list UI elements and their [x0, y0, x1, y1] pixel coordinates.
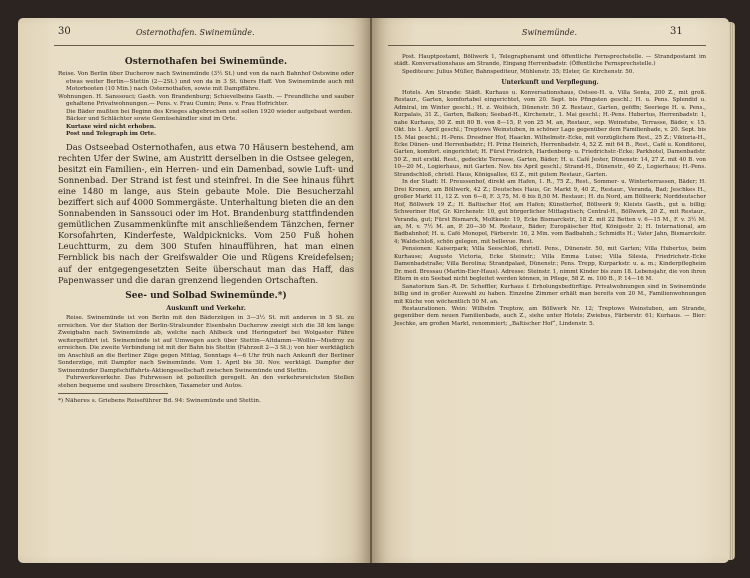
paragraph: Die Bäder mußten bei Beginn des Krieges abgebrochen und sollen 1920 wieder aufgebaut werden.: [66, 108, 353, 115]
paragraph: Spediteure: Julius Müller, Bahnspediteur, Mühlenstr. 35; Elster, Gr. Kirchenstr. 50.: [402, 68, 635, 75]
page-number: 31: [670, 26, 683, 37]
left-header: [18, 26, 370, 42]
subheading: Unterkunft und Verpflegung.: [501, 79, 599, 87]
page-number: 30: [58, 26, 71, 37]
paragraph: Bäcker und Schlächter sowie Gemüsehändler sind im Orte.: [66, 116, 238, 122]
right-body: [394, 54, 706, 328]
left-page: [18, 18, 370, 563]
main-text: Das Ostseebad Osternothafen, aus etwa 70 Häusern bestehend, am rechten Ufer der Swine, am Austritt derselben in die Ostsee gelegen, besitzt ein Familien-, ein Herren- und ein Damenbad, sowie Luft- und Sonnenbad. Der Strand ist fest und steinfrei. In die See hinaus führt eine 1480 m lange, aus Stein gebaute Mole. Die Besucherzahl beziffert sich auf 4000 Sommergäste. Unterhaltung bieten die an den Sonnabenden in Sanssouci oder im Hot. Brandenburg stattfindenden gemütlichen Zusammenkünfte mit anschließendem Tänzchen, ferner Korsofahrten, Kinderfeste, Waldpicknicks. Vom 250 Fuß hohen Leuchtturm, zu dem 300 Stufen hinaufführen, hat man einen Fernblick bis nach der Greifswalder Oie und Rügens Kreidefelsen; auf der entgegengesetzten Seite überschaut man das Haff, das Papenwasser und die daran grenzend liegenden Ortschaften.: [58, 141, 354, 285]
restaurants-paragraph: Restaurationen. Wein: Wilhelm Treptow, am Böllwerk Nr. 12; Treptows Weinstuben, am Strande, gegenüber dem neuen Familienbade, auch Z., siehe unter Hotels; Zwiebus, Färberstr. 61; Kurhaus. — Bier: Jeschke, am großen Markt, renommiert; „Baltischer Hof“, Lindenstr. 5.: [394, 305, 706, 327]
paragraph: Wohnungen. H. Sanssouci; Gasth. von Brandenburg; Schievelbeins Gasth. — Freundliche und sauber gehaltene Privatwohnungen.— Pens. v. Frau Cumin; Pens. v. Frau Hofrichter.: [58, 93, 354, 107]
sanatorium-paragraph: Sanatorium San.-R. Dr. Scheffler, Kurhaus f. Erholungsbedürftige. Privatwohnungen sind in Swinemünde billig und in großer Auswahl zu haben. Einzelne Zimmer erhält man bereits von 20 M., Familienwohnungen mit Küche von wöchentlich 50 M. an.: [394, 283, 706, 305]
paragraph: Reise. Swinemünde ist von Berlin mit den Bäderzügen in 3—3½ St. mit anderen in 5 St. zu erreichen. Vor der Station der Berlin-Stralsunder Eisenbahn Ducherow zweigt sich die 38 km lange Zweigbahn nach Swinemünde ab, welche nach Ahlbeck und Heringsdorf bei Wolgaster Fähre weitergeführt ist. Swinemünde ist auf Umwegen auch über Stettin—Altdamm—Wollin—Misdroy zu erreichen. Die zweite Verbindung ist mit der Bahn bis Stettin (Fahrzeit 2—3 St.); von hier werktäglich im Anschluß an die Berliner Züge gegen Mittag, Sonntags 4—6 Uhr früh nach Ankunft der Berliner Sonderzüge, mit Dampfer nach Swinemünde. Vom 1. April bis 30. Nov. werktägl. Dampfer der Swinemünder Dampfschiffahrts-Aktiengesellschaft zwischen Swinemünde und Stettin.: [58, 315, 354, 374]
paragraph: Post und Telegraph im Orte.: [66, 131, 157, 137]
pensions-paragraph: Pensionen: Kaiserpark; Villa Seeschloß, christl. Pens., Dünenstr. 50, mit Garten; Villa Hubertus, beim Kurhause; Auguste Victoria, Ecke Steinstr.; Villa Emma Luise; Villa Silesia, Friedrichstr.-Ecke Damenbadstraße; Villa Berolina; Strandpalast, Dünenstr.; Pens. Trepp, Kurparkstr. u. a. m.; Kinderpflegheim Dr. med. Bressau (Martin-Eier-Haus). Adresse: Steinstr. 1, nimmt Kinder bis zum 18. Lebensjahr, die von ihren Eltern in ein Seebad nicht begleitet werden können, in Pflege, 58 Z. m. 100 B., P. 14—16 M.: [394, 246, 706, 283]
header-rule: [388, 45, 706, 46]
hotels-paragraph: Hotels. Am Strande: Städt. Kurhaus u. Konversationshaus, Ostsee-H. u. Villa Senta, 200 Z., mit groß. Restaur., Garten, komfortabel eingerichtet, vom 20. Sept. bis Pfingsten geschl.; H. u. Pens. Splendid u. Admiral, im Winter geschl.; H. z. Wolfsich, Dünenstr. 50 Z. Restaur., Garten, geöffn; Seeriege H. u. Pens., Kurpalais, 31 Z., Garten, Balkon; Seebad-H., Kirchenstr., 1. Mai geschl.; H.-Pens. Hubertus, Herrenbadstr. 1, nahe Kurhaus, 50 Z. mit 80 B. von 8—15, P. von 25 M. an, Restaur., sep. Weinstube, Terrasse, Bäder, v. 15. Okt. bis 1. April geschl.; Treptows Weinstuben, in schöner Lage gegenüber dem Familienbade, v. 20. Sept. bis 15. Mai geschl.; H.-Pens. Dresdner Hof, Haackn. Wilhelmstr.-Ecke, mit vorzüglichem Rest., 25 Z.; Viktoria-H., Ecke Dünen- und Herrenbadstr.; H. Prinz Heinrich, Herrenbadstr. 4, 52 Z. mit 64 B., Rest., Café u. Konditorei, Garten, komfort. eingerichtet; H. Fürst Friedrich, Hardenberg- u. Friedrichstr.-Ecke; Parkhotel, Damenbadstr. 50 Z., mit erstkl. Rest., gedeckte Terrasse, Garten, Bäder; H. u. Café Jester, Dünenstr. 14, 27 Z. mit 40 B. von 10—20 M., Logierhaus, mit Garten. Nov. bis April geschl.; Strand-H., Dünenstr., 40 Z., Logierhaus; H.-Pens. Strandschloß, christl. Haus, Königsallee, 63 Z., mit gutem Restaur., Garten.: [394, 89, 706, 178]
paragraph: Reise. Von Berlin über Ducherow nach Swinemünde (3½ St.) und von da nach Bahnhof Ostswine oder etwas weiter Berlin—Stettin (2—2St.) und von da in 3 St. übers Haff. Von Swinemünde auch mit Motorbooten (10 Min.) nach Osternothafen, sowie mit Dampffähre.: [58, 71, 354, 92]
running-title: Osternothafen. Swinemünde.: [136, 28, 255, 37]
paragraph: Post. Hauptpostamt, Böllwerk 1, Telegraphenamt und öffentliche Fernsprechstelle. — Strandpostamt im städt. Konversationshaus am Strande, Eingang Herrenbadstr. (Öffentliche Fernsprechstelle.): [394, 54, 706, 68]
left-body: [58, 52, 354, 405]
header-rule: [54, 45, 354, 46]
section-heading: See- und Solbad Swinemünde.*): [125, 290, 287, 301]
paragraph: Fuhrwerksverkehr. Das Fuhrwesen ist polizeilich geregelt. An den verkehrsreichsten Stellen stehen bequeme und saubere Droschken, Taxameter und Autos.: [58, 375, 354, 389]
section-heading: Osternothafen bei Swinemünde.: [124, 57, 288, 67]
paragraph: Kurtaxe wird nicht erhoben.: [66, 123, 157, 130]
right-header: [372, 26, 729, 42]
subheading: Auskunft und Verkehr.: [166, 304, 246, 312]
right-page: [372, 18, 729, 563]
footnote: *) Näheres s. Griebens Reiseführer Bd. 94: Swinemünde und Stettin.: [58, 398, 261, 405]
running-title: Swinemünde.: [522, 28, 578, 37]
footnote-rule: [58, 393, 168, 394]
city-paragraph: In der Stadt: H. Preussenhof, direkt am Hafen, 1. R., 75 Z., Rest., Sommer- u. Winterterrassen, Bäder; H. Drei Kronen, am Böllwerk, 42 Z.; Deutsches Haus, Gr. Markt 9, 40 Z., Restaur., Veranda, Bad; Jeschkes H., großer Markt 11, 12 Z. von 6—8, F. 3,75, M. 6 bis 8,50 M. Restaur.; H. du Nord, am Böllwerk; Norddeutscher Hof, Böllwerk 19 Z.; H. Baltischer Hof, am Hafen; Künstlerhof, Böllwerk 9; Kleists Gasth., gut u. billig; Schweriner Hof, Gr. Kirchenstr. 10, gut bürgerlicher Mittagstisch; Central-H., Böllwerk, 20 Z., mit Restaur., Veranda, gut; Fürst Bismarck, Moltkestr. 19, Ecke Bismarckstr., 18 Z. mit 22 Betten v. 6—15 M., F. v. 3½ M. an, M. v. 7½ M. an, P. 20—30 M. Restaur., Bäder; Europäischer Hof, Königsstr. 2; H. International, am Badbahnhof; H. u. Café Monopol, Färberstr. 16, 2 Min. vom Badbahnh.; Schmidts H.; Vater Jahn, Bismarckstr. 4; Waldschloß, schön gelegen, mit bellevue. Rest.: [394, 179, 706, 245]
